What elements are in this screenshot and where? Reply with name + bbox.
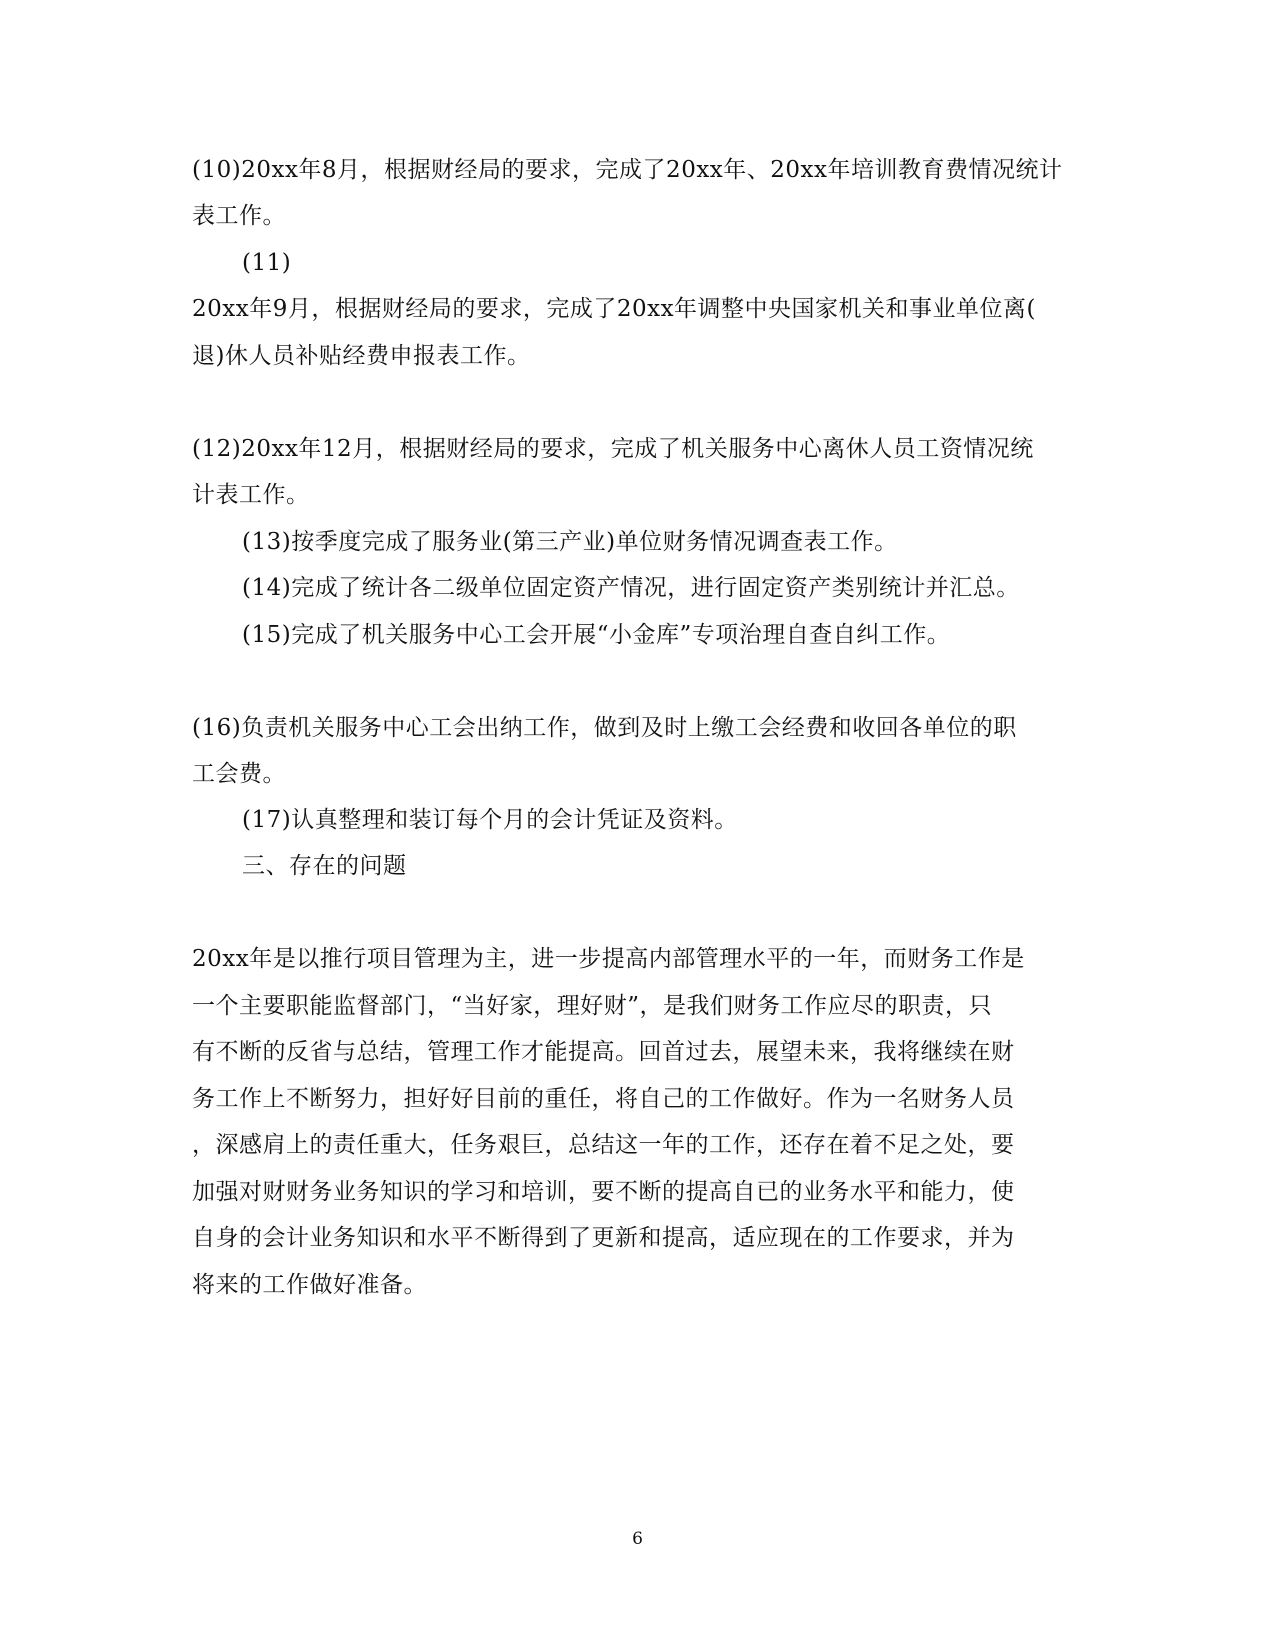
text-line: (12)20xx年12月，根据财经局的要求，完成了机关服务中心离休人员工资情况统 xyxy=(192,436,1034,462)
text-line: (15)完成了机关服务中心工会开展“小金库”专项治理自查自纠工作。 xyxy=(242,622,951,648)
text-line: 务工作上不断努力，担好好目前的重任，将自己的工作做好。作为一名财务人员 xyxy=(192,1086,1015,1112)
text-line: (13)按季度完成了服务业(第三产业)单位财务情况调查表工作。 xyxy=(242,529,898,555)
page-number: 6 xyxy=(632,1529,643,1549)
text-line: 一个主要职能监督部门，“当好家，理好财”，是我们财务工作应尽的职责，只 xyxy=(192,993,993,1019)
text-line: (16)负责机关服务中心工会出纳工作，做到及时上缴工会经费和收回各单位的职 xyxy=(192,715,1017,741)
text-line: 自身的会计业务知识和水平不断得到了更新和提高，适应现在的工作要求，并为 xyxy=(192,1225,1015,1251)
text-line: 计表工作。 xyxy=(192,482,310,508)
text-line: (14)完成了统计各二级单位固定资产情况，进行固定资产类别统计并汇总。 xyxy=(242,575,1020,601)
text-line: 退)休人员补贴经费申报表工作。 xyxy=(192,343,531,369)
text-line: (11) xyxy=(242,250,292,276)
text-line: 将来的工作做好准备。 xyxy=(192,1272,427,1298)
text-line: 20xx年是以推行项目管理为主，进一步提高内部管理水平的一年，而财务工作是 xyxy=(192,946,1025,972)
text-line: 表工作。 xyxy=(192,203,286,229)
text-line: 20xx年9月，根据财经局的要求，完成了20xx年调整中央国家机关和事业单位离( xyxy=(192,296,1037,322)
text-line: (17)认真整理和装订每个月的会计凭证及资料。 xyxy=(242,807,738,833)
text-line: 加强对财财务业务知识的学习和培训，要不断的提高自已的业务水平和能力，使 xyxy=(192,1179,1015,1205)
text-line: (10)20xx年8月，根据财经局的要求，完成了20xx年、20xx年培训教育费情况统计 xyxy=(192,157,1063,183)
text-line: 有不断的反省与总结，管理工作才能提高。回首过去，展望未来，我将继续在财 xyxy=(192,1039,1015,1065)
section-heading: 三、存在的问题 xyxy=(242,853,407,879)
text-line: ，深感肩上的责任重大，任务艰巨，总结这一年的工作，还存在着不足之处，要 xyxy=(192,1132,1015,1158)
text-line: 工会费。 xyxy=(192,761,286,787)
